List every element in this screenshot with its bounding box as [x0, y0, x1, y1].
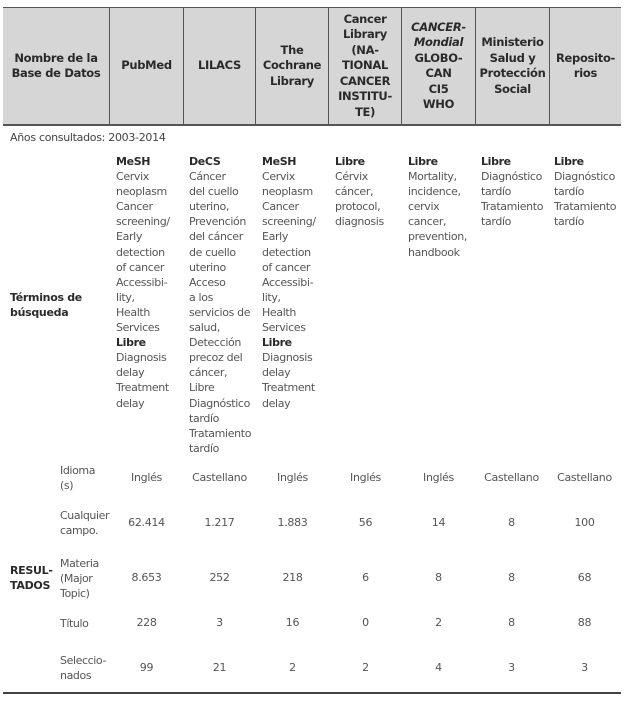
text-line: RESUL-: [10, 564, 53, 577]
text-line: campo.: [60, 524, 99, 537]
text-line: Seleccio-: [60, 654, 107, 667]
years-consulted-note: Años consultados: 2003-2014: [10, 131, 166, 144]
result-row-label: [60, 653, 106, 683]
table-header: [3, 7, 621, 126]
header-cell-cancer-mondial: [402, 8, 476, 124]
term-line: Cancer: [262, 200, 299, 214]
term-line: Libre: [189, 381, 215, 395]
term-line: cáncer,: [189, 366, 228, 380]
term-line: Diagnosis: [116, 351, 167, 365]
term-line: detection: [116, 245, 165, 259]
text-line: Salud y: [489, 50, 536, 65]
text-line: CANCER-: [411, 19, 466, 34]
term-line: Treatment: [116, 381, 169, 395]
term-line: delay: [116, 396, 145, 410]
term-line: prevention,: [408, 230, 467, 244]
term-line: delay: [262, 366, 291, 380]
result-value: 2: [362, 661, 369, 674]
search-terms-cell: [189, 154, 251, 456]
term-line: Mortality,: [408, 170, 457, 184]
header-cell-cochrane: [256, 8, 329, 124]
result-value: 16: [285, 616, 300, 629]
results-label: [10, 563, 53, 593]
term-line: uterino: [189, 260, 226, 274]
term-line: servicios de: [189, 305, 251, 319]
text-line: Nombre de la: [14, 50, 98, 65]
result-value: 8: [508, 516, 515, 529]
term-line: uterino,: [189, 200, 230, 214]
result-value: 1.217: [204, 516, 235, 529]
text-line: Cancer: [343, 11, 387, 26]
result-value: 4: [435, 661, 442, 674]
term-line: Accessibi-: [116, 275, 168, 289]
result-value: 62.414: [128, 516, 165, 529]
term-line: screening/: [262, 215, 316, 229]
text-line: Reposito-: [555, 50, 616, 65]
result-value: 56: [358, 516, 373, 529]
term-line: tardío: [189, 441, 220, 455]
text-line: CANCER: [339, 73, 391, 88]
text-line: Materia: [60, 556, 99, 570]
text-line: Cochrane: [262, 58, 322, 73]
text-line: GLOBO-: [414, 50, 463, 65]
result-row-label: [60, 556, 99, 601]
term-line: Prevención: [189, 215, 247, 229]
text-line: PubMed: [121, 58, 172, 73]
text-line: Library: [269, 73, 314, 88]
term-line: Cervix: [116, 170, 149, 184]
result-value: 0: [362, 616, 369, 629]
term-line: Diagnóstico: [189, 396, 250, 410]
search-terms-cell: [481, 154, 543, 229]
result-value: 8: [435, 571, 442, 584]
header-cell-cancer-library: [329, 8, 402, 124]
text-line: Términos de: [10, 291, 82, 304]
term-line: de cuello: [189, 245, 236, 259]
term-line: delay: [262, 396, 291, 410]
header-cell-ministerio: [476, 8, 550, 124]
term-line: incidence,: [408, 185, 461, 199]
term-line: Services: [262, 321, 306, 335]
header-cell-pubmed: [110, 8, 184, 124]
result-value: 2: [435, 616, 442, 629]
term-line: tardío: [554, 215, 585, 229]
result-value: 3: [216, 616, 223, 629]
result-value: 100: [574, 516, 595, 529]
term-category: Libre: [262, 336, 292, 350]
search-terms-cell: [554, 154, 616, 229]
term-line: Diagnóstico: [554, 170, 615, 184]
term-line: of cancer: [116, 260, 165, 274]
search-terms-cell: [262, 154, 316, 411]
term-line: cervix: [408, 200, 440, 214]
text-line: Base de Datos: [11, 66, 101, 80]
result-value: 3: [508, 661, 515, 674]
term-line: del cuello: [189, 185, 239, 199]
text-line: Ministerio: [481, 35, 544, 49]
result-value: Castellano: [557, 471, 612, 484]
result-value: 3: [581, 661, 588, 674]
term-line: neoplasm: [262, 185, 313, 199]
text-line: Social: [494, 81, 531, 96]
text-line: Cualquier: [60, 509, 110, 522]
text-line: nados: [60, 669, 92, 682]
table-bottom-rule: [3, 692, 621, 694]
term-category: MeSH: [116, 155, 151, 168]
term-line: Services: [116, 321, 160, 335]
term-category: MeSH: [262, 155, 297, 168]
result-value: 8: [508, 616, 515, 629]
text-line: (Major: [60, 571, 93, 585]
result-value: 8.653: [131, 571, 162, 584]
text-line: Idioma: [60, 464, 96, 477]
result-value: 99: [139, 661, 154, 674]
result-value: Inglés: [131, 471, 162, 484]
term-line: tardío: [554, 185, 585, 199]
text-line: búsqueda: [10, 306, 69, 319]
header-cell-repositorios: [550, 8, 621, 124]
term-line: Tratamiento: [189, 426, 252, 440]
term-line: Cáncer: [189, 170, 226, 184]
text-line: LILACS: [198, 58, 241, 73]
text-line: INSTITU-: [338, 89, 392, 104]
search-terms-cell: [335, 154, 384, 229]
result-value: 1.883: [277, 516, 308, 529]
term-line: tardío: [189, 411, 220, 425]
term-line: Cancer: [116, 200, 153, 214]
search-terms-label: [10, 290, 82, 320]
term-category: Libre: [335, 155, 365, 168]
result-row-label: [60, 463, 95, 493]
term-line: Detección: [189, 336, 242, 350]
header-cell-lilacs: [184, 8, 256, 124]
text-line: Topic): [60, 586, 90, 600]
result-value: Inglés: [277, 471, 308, 484]
text-line: Título: [60, 616, 89, 630]
result-value: 14: [431, 516, 446, 529]
result-value: Castellano: [484, 471, 539, 484]
text-line: WHO: [422, 97, 455, 111]
term-line: Diagnosis: [262, 351, 313, 365]
result-row-label: [60, 616, 88, 631]
text-line: CAN: [425, 66, 452, 80]
term-line: Cervix: [262, 170, 295, 184]
term-line: lity,: [116, 290, 135, 304]
text-line: TADOS: [10, 579, 51, 592]
term-line: Early: [116, 230, 143, 244]
term-line: diagnosis: [335, 215, 384, 229]
term-line: Tratamiento: [554, 200, 617, 214]
text-line: Protección: [479, 66, 546, 80]
term-line: handbook: [408, 245, 460, 259]
term-line: Tratamiento: [481, 200, 544, 214]
result-value: 21: [212, 661, 227, 674]
term-line: neoplasm: [116, 185, 167, 199]
term-line: Accessibi-: [262, 275, 314, 289]
result-value: 228: [136, 616, 157, 629]
result-value: Inglés: [350, 471, 381, 484]
result-value: Castellano: [192, 471, 247, 484]
term-line: lity,: [262, 290, 281, 304]
search-terms-cell: [408, 154, 467, 260]
term-line: cancer,: [408, 215, 447, 229]
result-value: 88: [577, 616, 592, 629]
text-line: Library: [342, 27, 387, 42]
term-line: screening/: [116, 215, 170, 229]
term-line: cáncer,: [335, 185, 374, 199]
term-line: Treatment: [262, 381, 315, 395]
search-terms-cell: [116, 154, 170, 411]
term-line: Acceso: [189, 275, 226, 289]
text-line: (NA-: [351, 42, 379, 57]
term-line: a los: [189, 290, 214, 304]
result-value: 2: [289, 661, 296, 674]
term-line: of cancer: [262, 260, 311, 274]
result-value: 68: [577, 571, 592, 584]
term-line: precoz del: [189, 351, 243, 365]
term-category: Libre: [481, 155, 511, 168]
term-line: Cérvix: [335, 170, 368, 184]
term-line: salud,: [189, 321, 220, 335]
text-line: The: [280, 42, 304, 57]
result-value: 218: [282, 571, 303, 584]
term-category: DeCS: [189, 155, 221, 168]
term-line: tardío: [481, 215, 512, 229]
term-line: Health: [262, 305, 297, 319]
term-line: detection: [262, 245, 311, 259]
term-line: protocol,: [335, 200, 381, 214]
text-line: Mondial: [413, 35, 464, 49]
term-category: Libre: [554, 155, 584, 168]
term-category: Libre: [116, 336, 146, 350]
result-value: 252: [209, 571, 230, 584]
result-value: Inglés: [423, 471, 454, 484]
term-line: Health: [116, 305, 151, 319]
result-value: 8: [508, 571, 515, 584]
term-line: Early: [262, 230, 289, 244]
term-line: Diagnóstico: [481, 170, 542, 184]
term-line: del cáncer: [189, 230, 243, 244]
text-line: TE): [354, 104, 376, 119]
result-row-label: [60, 508, 109, 538]
term-line: delay: [116, 366, 145, 380]
text-line: CI5: [428, 81, 449, 96]
result-value: 6: [362, 571, 369, 584]
text-line: (s): [60, 479, 74, 492]
term-category: Libre: [408, 155, 438, 168]
text-line: TIONAL: [342, 58, 388, 73]
term-line: tardío: [481, 185, 512, 199]
text-line: rios: [573, 66, 598, 80]
header-cell-database-name: [3, 8, 110, 124]
